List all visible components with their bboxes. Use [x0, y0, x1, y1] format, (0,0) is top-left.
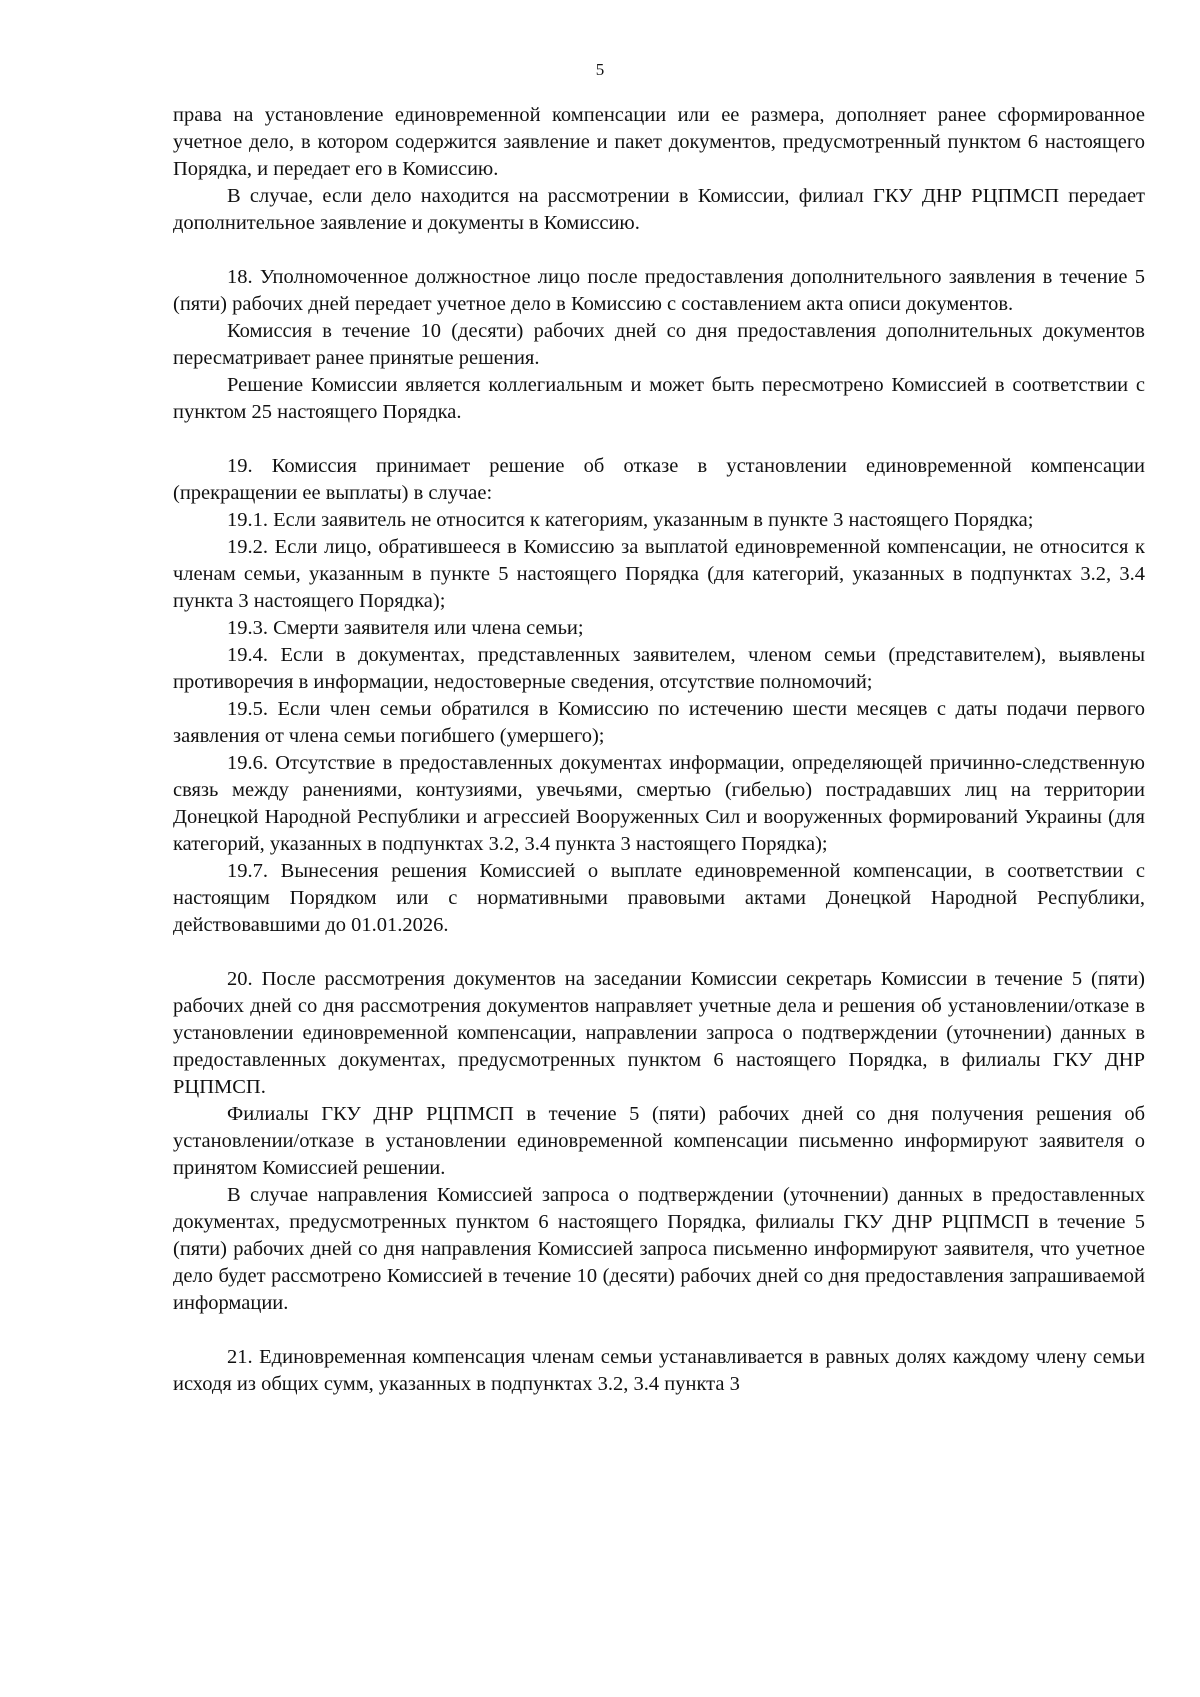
paragraph-18: 18. Уполномоченное должностное лицо после предоставления дополнительного заявления в течение 5 (пяти) рабочих дней передает учетное дело в Комиссию с составлением акта описи документов. — [173, 266, 1145, 315]
document-body — [173, 102, 1145, 1398]
paragraph-18-decision: Решение Комиссии является коллегиальным и может быть пересмотрено Комиссией в соответствии с пунктом 25 настоящего Порядка. — [173, 374, 1145, 423]
paragraph-19-5: 19.5. Если член семьи обратился в Комиссию по истечению шести месяцев с даты подачи первого заявления от члена семьи погибшего (умершего); — [173, 698, 1145, 747]
paragraph-19-7: 19.7. Вынесения решения Комиссией о выплате единовременной компенсации, в соответствии с настоящим Порядком или с нормативными правовыми актами Донецкой Народной Республики, действовавшими до 01.01.2026. — [173, 860, 1145, 936]
paragraph-19: 19. Комиссия принимает решение об отказе в установлении единовременной компенсации (прекращении ее выплаты) в случае: — [173, 455, 1145, 504]
paragraph-19-2: 19.2. Если лицо, обратившееся в Комиссию за выплатой единовременной компенсации, не относится к членам семьи, указанным в пункте 5 настоящего Порядка (для категорий, указанных в подпунктах 3.2, 3.4 пункта 3 настоящего Порядка); — [173, 536, 1145, 612]
paragraph-19-4: 19.4. Если в документах, представленных заявителем, членом семьи (представителем), выявлены противоречия в информации, недостоверные сведения, отсутствие полномочий; — [173, 644, 1145, 693]
paragraph-21: 21. Единовременная компенсация членам семьи устанавливается в равных долях каждому члену семьи исходя из общих сумм, указанных в подпунктах 3.2, 3.4 пункта 3 — [173, 1346, 1145, 1395]
paragraph-19-1: 19.1. Если заявитель не относится к категориям, указанным в пункте 3 настоящего Порядка; — [227, 509, 1034, 531]
paragraph-19-3: 19.3. Смерти заявителя или члена семьи; — [227, 617, 584, 639]
paragraph-17-continuation: права на установление единовременной компенсации или ее размера, дополняет ранее сформированное учетное дело, в котором содержится заявление и пакет документов, предусмотренный пунктом 6 настоящего Порядка, и передает его в Комиссию. — [173, 104, 1145, 180]
paragraph-19-6: 19.6. Отсутствие в предоставленных документах информации, определяющей причинно-следственную связь между ранениями, контузиями, увечьями, смертью (гибелью) пострадавших лиц на территории Донецкой Народной Республики и агрессией Вооруженных Сил и вооруженных формирований Украины (для категорий, указанных в подпунктах 3.2, 3.4 пункта 3 настоящего Порядка); — [173, 752, 1145, 855]
page-number: 5 — [595, 60, 605, 79]
paragraph-20: 20. После рассмотрения документов на заседании Комиссии секретарь Комиссии в течение 5 (пяти) рабочих дней со дня рассмотрения документов направляет учетные дела и решения об установлении/отказе в установлении единовременной компенсации, направлении запроса о подтверждении (уточнении) данных в предоставленных документах, предусмотренных пунктом 6 настоящего Порядка, в филиалы ГКУ ДНР РЦПМСП. — [173, 968, 1145, 1098]
paragraph-18-review: Комиссия в течение 10 (десяти) рабочих дней со дня предоставления дополнительных документов пересматривает ранее принятые решения. — [173, 320, 1145, 369]
paragraph-20-request: В случае направления Комиссией запроса о подтверждении (уточнении) данных в предоставленных документах, предусмотренных пунктом 6 настоящего Порядка, филиалы ГКУ ДНР РЦПМСП в течение 5 (пяти) рабочих дней со дня направления Комиссией запроса письменно информируют заявителя, что учетное дело будет рассмотрено Комиссией в течение 10 (десяти) рабочих дней со дня предоставления запрашиваемой информации. — [173, 1184, 1145, 1314]
paragraph-17-case: В случае, если дело находится на рассмотрении в Комиссии, филиал ГКУ ДНР РЦПМСП передает дополнительное заявление и документы в Комиссию. — [173, 185, 1145, 234]
paragraph-20-branches: Филиалы ГКУ ДНР РЦПМСП в течение 5 (пяти) рабочих дней со дня получения решения об установлении/отказе в установлении единовременной компенсации письменно информируют заявителя о принятом Комиссией решении. — [173, 1103, 1145, 1179]
